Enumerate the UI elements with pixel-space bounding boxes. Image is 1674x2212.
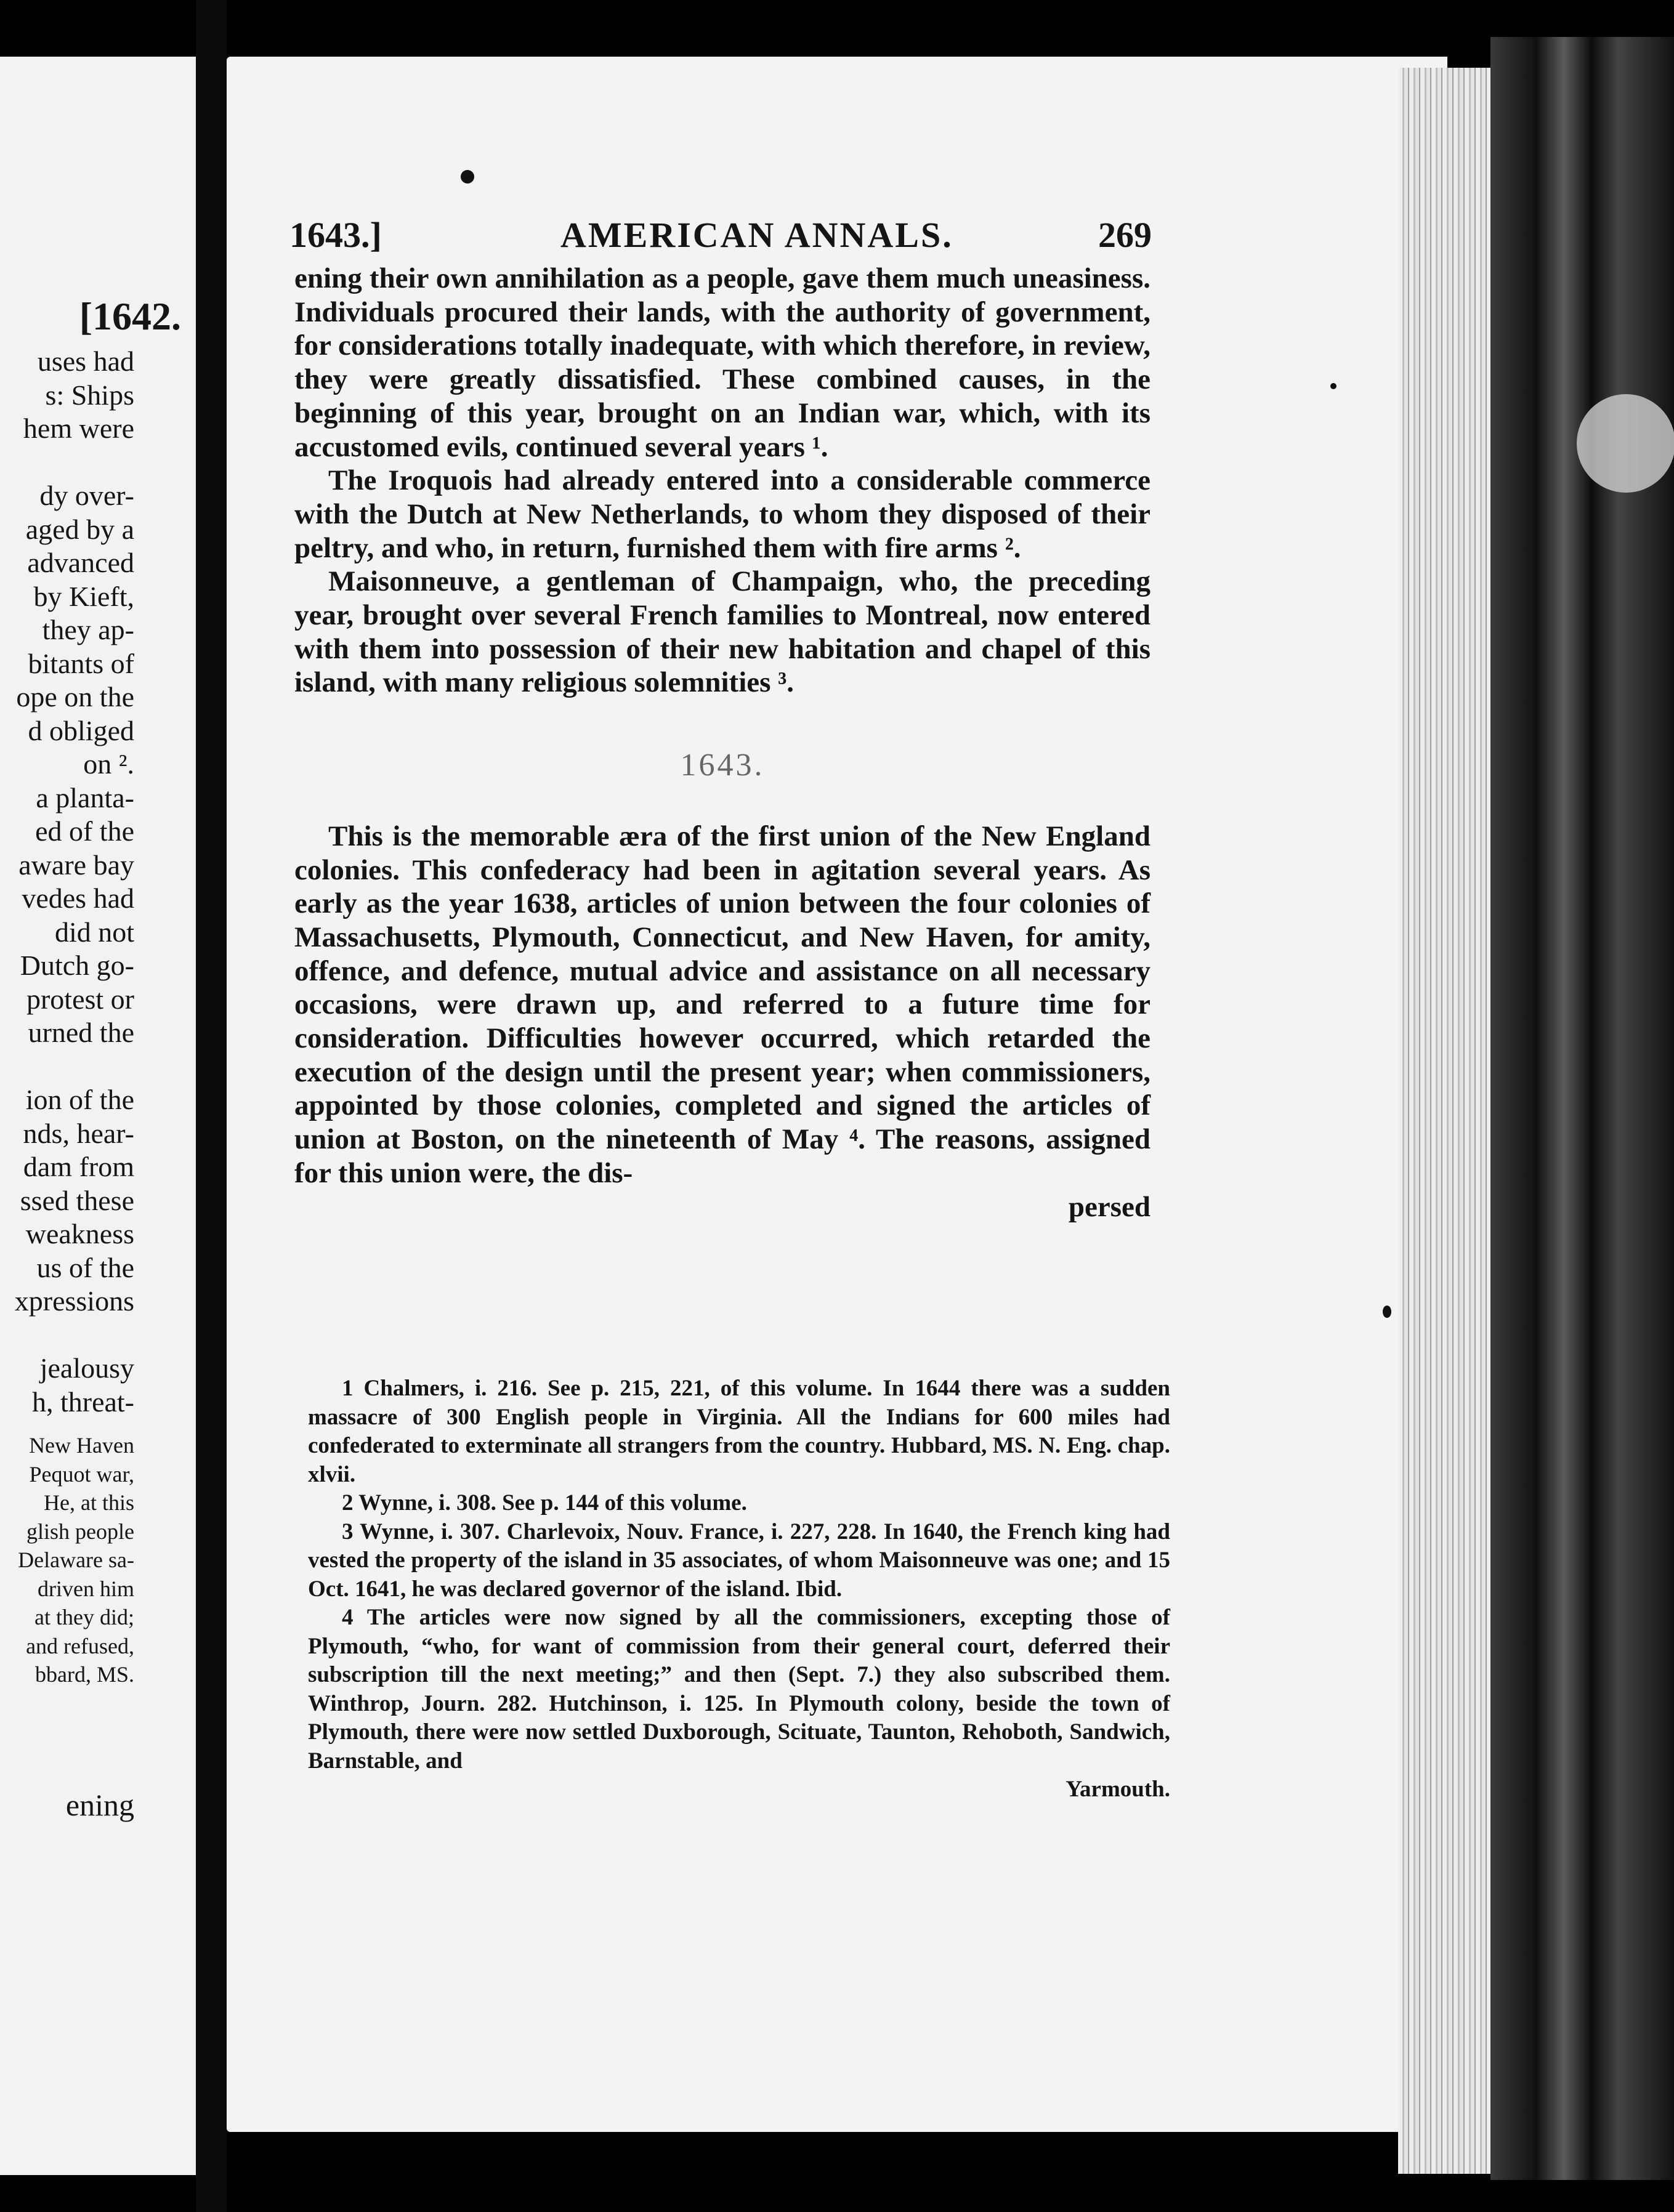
left-page-line: ed of the [35,815,134,847]
left-page-header: [1642. [79,294,181,338]
ink-speck [461,170,474,184]
section-paragraph: This is the memorable æra of the first union of the New England colonies. This confederacy had been in agitation several years. As early as the year 1638, articles of union between the four colonies of Massachusetts, Plymouth, Connecticut, and New Haven, for amity, offence, and defence, mutual advice and assistance on all necessary occasions, were drawn up, and referred to a future time for consideration. Difficulties however occurred, which retarded the execution of the design until the present year; when commissioners, appointed by those colonies, completed and signed the articles of union at Boston, on the nineteenth of May ⁴. The reasons, assigned for this union were, the dis- [294,820,1150,1189]
left-page-line: d obliged [28,714,134,746]
left-page-line: uses had [37,345,134,377]
body-paragraph-2: The Iroquois had already entered into a considerable commerce with the Dutch at New Netherlands, to whom they disposed of their peltry, and who, in return, furnished them with fire arms ². [294,464,1150,564]
left-page-line: a planta- [36,781,134,813]
left-page-line: jealousy [39,1352,134,1384]
left-page-line: h, threat- [31,1386,134,1418]
left-page-line: xpressions [14,1285,134,1317]
body-paragraph-1: ening their own annihilation as a people, gave them much uneasiness. Individuals procured their lands, with the authority of government, for considerations totally inadequate, with which therefore, in review, they were greatly dissatisfied. These combined causes, in the beginning of this year, brought on an Indian war, which, with its accustomed evils, continued several years ¹. [294,262,1150,463]
running-head [289,214,1152,264]
left-page-line: bitants of [28,647,134,679]
edge-stain [1577,394,1674,493]
running-head-year: 1643.] [289,215,382,255]
body-paragraph-3: Maisonneuve, a gentleman of Champaign, who, the preceding year, brought over several French families to Montreal, now entered with them into possession of their new habitation and chapel of this island, with many religious solemnities ³. [294,565,1150,699]
left-page-line: us of the [36,1251,134,1283]
catchword: persed [1068,1190,1150,1223]
left-page-line: advanced [27,547,134,578]
left-page-line: nds, hear- [23,1117,134,1149]
left-page-catchword: ening [65,1788,134,1822]
footnote-1: 1 Chalmers, i. 216. See p. 215, 221, of this volume. In 1644 there was a sudden massacre of 300 English people in Virginia. All the Indians for 600 miles had confederated to exterminate all strangers from the country. Hubbard, MS. N. Eng. chap. xlvii. [308,1376,1170,1487]
left-page-footnote-line: bbard, MS. [35,1662,134,1687]
left-page-line: by Kieft, [33,580,134,612]
left-page-line: vedes had [22,882,134,914]
book-gutter [196,0,227,2212]
left-page-footnote-line: driven him [38,1576,134,1601]
left-page-footnote-line: New Haven [29,1433,134,1458]
left-page-footnote-line: Pequot war, [29,1461,134,1487]
left-page-line: s: Ships [45,379,134,411]
left-page-footnote-line: at they did; [34,1605,134,1629]
body-text [294,262,1150,1224]
footnote-4: 4 The articles were now signed by all the commissioners, excepting those of Plymouth, “who, for want of commission from their general court, deferred their subscription till the next meeting;” and then (Sept. 7.) they also subscribed them. Winthrop, Journ. 282. Hutchinson, i. 125. In Plymouth colony, beside the town of Plymouth, there were now settled Duxborough, Scituate, Taunton, Rehoboth, Sandwich, Barnstable, and [308,1605,1170,1774]
left-page-line: weakness [25,1218,134,1249]
left-page-line: on ². [83,748,134,780]
footnotes [308,1374,1170,1804]
left-page-line: protest or [26,983,134,1015]
page-edge-stack [1398,68,1490,2174]
left-page-line: ssed these [20,1184,134,1216]
ink-speck [1330,383,1336,389]
left-page-fragment [0,57,196,2175]
left-page-line: dy over- [39,480,134,511]
left-page-footnote-line: glish people [26,1519,134,1544]
footnote-2: 2 Wynne, i. 308. See p. 144 of this volume. [342,1490,747,1516]
page-number: 269 [1098,215,1152,255]
book-fore-edge [1490,37,1674,2180]
footnote-3: 3 Wynne, i. 307. Charlevoix, Nouv. France, i. 227, 228. In 1640, the French king had vested the property of the island in 35 associates, of whom Maisonneuve was one; and 15 Oct. 1641, he was declared governor of the island. Ibid. [308,1519,1170,1602]
left-page-line: urned the [28,1017,134,1048]
left-page-line: ion of the [25,1084,134,1115]
left-page-line: they ap- [42,614,134,645]
left-page-line: aged by a [25,513,134,545]
left-page-line: dam from [23,1151,134,1182]
running-head-title: AMERICAN ANNALS. [560,215,953,255]
left-page-line: did not [54,916,134,948]
left-page-footnote-line: and refused, [26,1633,134,1658]
left-page-footnote-line: Delaware sa- [18,1548,134,1572]
section-heading: 1643. [680,748,765,783]
left-page-line: aware bay [18,849,134,881]
left-page-footnote-line: He, at this [44,1490,134,1515]
left-page-line: hem were [23,413,134,444]
ink-speck [1383,1306,1391,1318]
left-page-line: Dutch go- [20,950,134,981]
footnote-4-end: Yarmouth. [1065,1777,1170,1802]
left-page-line: ope on the [16,681,134,712]
